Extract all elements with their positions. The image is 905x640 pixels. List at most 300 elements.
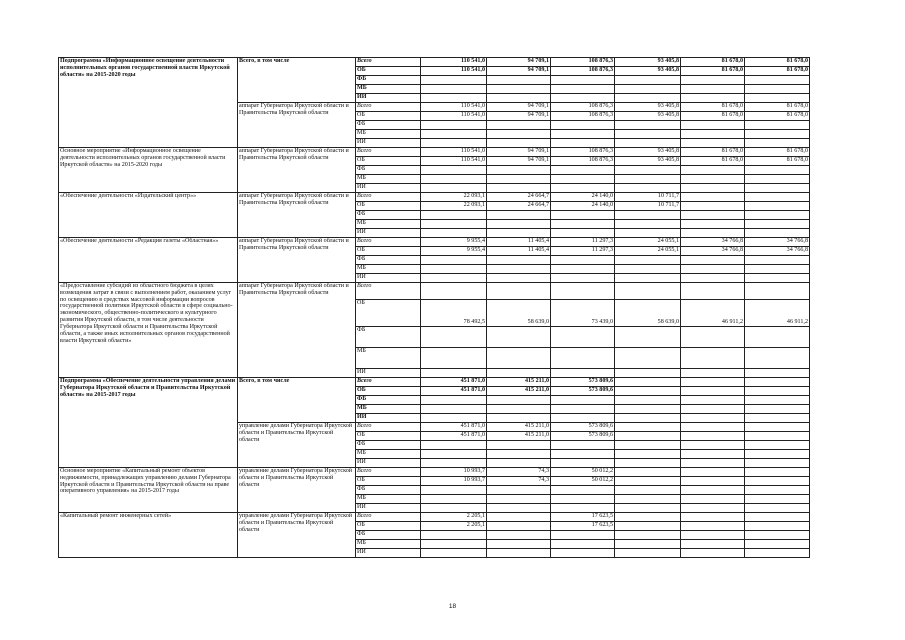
funding-source-cell: Всего [356,103,421,112]
value-cell [745,414,810,423]
value-cell: 110 541,0 [421,67,487,76]
value-cell: 573 809,6 [551,432,615,441]
value-cell [551,166,615,175]
funding-source-cell: МБ [356,85,421,94]
value-cell [421,441,487,450]
value-cell: 81 678,0 [745,67,810,76]
value-cell [487,522,551,531]
value-cell: 11 297,3 [551,238,615,247]
value-cell [745,531,810,540]
funding-source-cell: ОБ [356,202,421,211]
value-cell: 110 541,0 [421,157,487,166]
value-cell: 81 678,0 [681,112,745,121]
value-cell [421,265,487,274]
funding-source-cell: Всего [356,378,421,387]
value-cell: 81 678,0 [681,67,745,76]
value-cell: 415 211,0 [487,432,551,441]
value-cell [681,495,745,504]
value-cell [487,121,551,130]
value-cell [551,229,615,238]
value-cell [487,450,551,459]
value-cell [551,121,615,130]
value-cell [745,369,810,378]
value-cell [681,220,745,229]
value-cell [681,405,745,414]
value-cell [615,283,681,300]
value-cell [745,504,810,513]
value-cell [421,549,487,558]
funding-source-cell: ОБ [356,300,421,327]
value-cell [551,327,615,348]
funding-source-cell: ИИ [356,139,421,148]
value-cell: 24 140,0 [551,202,615,211]
value-cell: 46 911,2 [681,300,745,327]
value-cell [745,139,810,148]
value-cell [421,531,487,540]
value-cell: 74,3 [487,468,551,477]
value-cell: 110 541,0 [421,148,487,157]
value-cell [615,387,681,396]
value-cell [681,283,745,300]
value-cell: 573 809,6 [551,378,615,387]
value-cell [745,387,810,396]
value-cell: 11 297,3 [551,247,615,256]
funding-source-cell: ОБ [356,247,421,256]
value-cell [681,540,745,549]
value-cell [551,283,615,300]
value-cell [745,450,810,459]
funding-source-cell: ОБ [356,387,421,396]
value-cell [487,486,551,495]
value-cell: 94 709,1 [487,157,551,166]
value-cell [615,229,681,238]
value-cell [615,441,681,450]
value-cell: 34 766,8 [681,238,745,247]
value-cell [615,184,681,193]
funding-source-cell: ОБ [356,67,421,76]
value-cell: 11 405,4 [487,247,551,256]
value-cell [421,414,487,423]
value-cell [681,459,745,468]
value-cell [745,405,810,414]
table-row [59,378,810,387]
value-cell [745,85,810,94]
value-cell [421,405,487,414]
value-cell [745,256,810,265]
value-cell [615,211,681,220]
value-cell [487,229,551,238]
value-cell [681,504,745,513]
value-cell [551,405,615,414]
value-cell [487,211,551,220]
value-cell [551,414,615,423]
value-cell [487,283,551,300]
value-cell [421,396,487,405]
value-cell [615,495,681,504]
value-cell [745,477,810,486]
value-cell: 108 876,3 [551,58,615,67]
value-cell: 81 678,0 [745,157,810,166]
value-cell: 74,3 [487,477,551,486]
value-cell: 81 678,0 [681,148,745,157]
value-cell [421,166,487,175]
value-cell [615,405,681,414]
table-row [59,238,810,247]
value-cell: 10 993,7 [421,468,487,477]
value-cell: 451 871,0 [421,387,487,396]
value-cell [681,486,745,495]
budget-table [58,57,810,558]
value-cell [487,405,551,414]
value-cell [745,274,810,283]
value-cell: 34 766,8 [681,247,745,256]
value-cell [615,414,681,423]
value-cell [681,256,745,265]
funding-source-cell: ОБ [356,477,421,486]
value-cell [487,85,551,94]
funding-source-cell: ИИ [356,549,421,558]
funding-source-cell: Всего [356,238,421,247]
responsible-cell: аппарат Губернатора Иркутской области и Правительства Иркутской области [238,193,356,238]
value-cell [615,369,681,378]
value-cell [487,513,551,522]
value-cell [551,369,615,378]
value-cell: 94 709,1 [487,58,551,67]
value-cell: 24 055,1 [615,247,681,256]
value-cell [615,450,681,459]
value-cell [745,486,810,495]
value-cell [551,531,615,540]
value-cell [615,459,681,468]
value-cell [551,396,615,405]
funding-source-cell: ИИ [356,94,421,103]
funding-source-cell: ФБ [356,121,421,130]
value-cell: 108 876,3 [551,148,615,157]
value-cell: 78 492,5 [421,300,487,327]
funding-source-cell: МБ [356,405,421,414]
value-cell: 81 678,0 [745,112,810,121]
value-cell [487,327,551,348]
value-cell: 2 205,1 [421,522,487,531]
value-cell [745,76,810,85]
value-cell: 73 439,0 [551,300,615,327]
value-cell [681,265,745,274]
value-cell: 81 678,0 [745,148,810,157]
value-cell [681,175,745,184]
value-cell [551,220,615,229]
value-cell [681,522,745,531]
value-cell: 24 664,7 [487,202,551,211]
value-cell: 415 211,0 [487,387,551,396]
value-cell: 58 639,0 [615,300,681,327]
value-cell [615,166,681,175]
funding-source-cell: МБ [356,348,421,369]
value-cell [681,85,745,94]
value-cell: 81 678,0 [745,103,810,112]
value-cell [487,348,551,369]
value-cell [681,387,745,396]
value-cell: 34 766,8 [745,238,810,247]
value-cell [421,175,487,184]
value-cell: 17 623,5 [551,513,615,522]
value-cell [615,76,681,85]
value-cell: 10 993,7 [421,477,487,486]
value-cell: 10 711,7 [615,193,681,202]
value-cell: 9 955,4 [421,247,487,256]
responsible-cell: Всего, в том числе [238,378,356,423]
funding-source-cell: ИИ [356,504,421,513]
value-cell [551,504,615,513]
value-cell [745,130,810,139]
value-cell [487,184,551,193]
value-cell [551,348,615,369]
value-cell [421,130,487,139]
value-cell [745,283,810,300]
value-cell [615,327,681,348]
value-cell: 17 623,5 [551,522,615,531]
value-cell [681,531,745,540]
value-cell: 2 205,1 [421,513,487,522]
value-cell [681,94,745,103]
funding-source-cell: ИИ [356,184,421,193]
value-cell: 93 405,8 [615,148,681,157]
value-cell [487,94,551,103]
value-cell: 94 709,1 [487,67,551,76]
value-cell [487,369,551,378]
value-cell [615,348,681,369]
value-cell [487,396,551,405]
funding-source-cell: МБ [356,175,421,184]
funding-source-cell: МБ [356,540,421,549]
value-cell: 93 405,8 [615,103,681,112]
funding-source-cell: ФБ [356,211,421,220]
value-cell [745,211,810,220]
value-cell [551,184,615,193]
value-cell [487,139,551,148]
funding-source-cell: ИИ [356,369,421,378]
value-cell [745,549,810,558]
value-cell: 81 678,0 [681,58,745,67]
value-cell [615,378,681,387]
funding-source-cell: ФБ [356,76,421,85]
responsible-cell: аппарат Губернатора Иркутской области и Правительства Иркутской области [238,148,356,193]
value-cell [615,423,681,432]
program-name-cell: Основное мероприятие «Информационное освещение деятельности исполнительных органов государственной власти Иркутской области» на 2015-2020 годы [59,148,238,193]
responsible-cell: Всего, в том числе [238,58,356,103]
value-cell [551,175,615,184]
value-cell [421,184,487,193]
value-cell [681,432,745,441]
value-cell [681,369,745,378]
value-cell [681,121,745,130]
value-cell [421,369,487,378]
value-cell [745,175,810,184]
value-cell [421,76,487,85]
value-cell [551,495,615,504]
responsible-cell: управление делами Губернатора Иркутской области и Правительства Иркутской области [238,423,356,468]
value-cell [421,348,487,369]
program-name-cell: «Предоставление субсидий из областного бюджета в целях возмещения затрат в связи с выполнением работ, оказанием услуг по освещению в средствах массовой информации вопросов государственной политики Иркутской области в сфере социально-экономического, общественно-политического и культурного развития Иркутской области, в том числе деятельности Губернатора Иркутской области и Правительства Иркутской области, а также иных исполнительных органов государственной власти Иркутской области» [59,283,238,378]
funding-source-cell: Всего [356,58,421,67]
value-cell [615,468,681,477]
value-cell [745,166,810,175]
value-cell [421,486,487,495]
value-cell [681,166,745,175]
funding-source-cell: ФБ [356,486,421,495]
value-cell [615,486,681,495]
funding-source-cell: ОБ [356,112,421,121]
responsible-cell: аппарат Губернатора Иркутской области и Правительства Иркутской области [238,283,356,378]
value-cell: 108 876,3 [551,112,615,121]
value-cell: 94 709,1 [487,148,551,157]
value-cell [745,540,810,549]
value-cell: 110 541,0 [421,112,487,121]
program-name-cell: «Капитальный ремонт инженерных сетей» [59,513,238,558]
value-cell [487,504,551,513]
responsible-cell: управление делами Губернатора Иркутской области и Правительства Иркутской области [238,513,356,558]
funding-source-cell: ОБ [356,522,421,531]
value-cell [551,540,615,549]
funding-source-cell: ИИ [356,229,421,238]
table-row [59,468,810,477]
table-body [59,58,810,558]
value-cell [487,76,551,85]
value-cell [681,130,745,139]
table-row [59,193,810,202]
funding-source-cell: ФБ [356,531,421,540]
funding-source-cell: ФБ [356,256,421,265]
value-cell [745,522,810,531]
value-cell: 451 871,0 [421,423,487,432]
funding-source-cell: ФБ [356,166,421,175]
value-cell [421,504,487,513]
value-cell: 573 809,6 [551,387,615,396]
value-cell: 24 664,7 [487,193,551,202]
value-cell [615,94,681,103]
value-cell: 94 709,1 [487,112,551,121]
value-cell [745,459,810,468]
value-cell [551,130,615,139]
value-cell: 108 876,3 [551,103,615,112]
value-cell: 415 211,0 [487,378,551,387]
value-cell: 573 809,6 [551,423,615,432]
value-cell [421,283,487,300]
value-cell [487,549,551,558]
value-cell [681,513,745,522]
value-cell [745,220,810,229]
value-cell [551,265,615,274]
funding-source-cell: ФБ [356,441,421,450]
value-cell [615,265,681,274]
program-name-cell: Подпрограмма «Обеспечение деятельности управления делами Губернатора Иркутской области и Правительства Иркутской области» на 2015-2017 годы [59,378,238,468]
value-cell: 108 876,3 [551,157,615,166]
value-cell [681,378,745,387]
program-name-cell: «Обеспечение деятельности «Редакция газеты «Областная»» [59,238,238,283]
value-cell [615,220,681,229]
funding-source-cell: ИИ [356,459,421,468]
value-cell: 24 140,0 [551,193,615,202]
value-cell: 9 955,4 [421,238,487,247]
value-cell [615,175,681,184]
value-cell [615,139,681,148]
table-row [59,283,810,300]
value-cell [745,327,810,348]
value-cell: 415 211,0 [487,423,551,432]
value-cell: 93 405,8 [615,58,681,67]
value-cell: 10 711,7 [615,202,681,211]
value-cell [615,504,681,513]
value-cell: 108 876,3 [551,67,615,76]
value-cell [421,495,487,504]
value-cell [421,540,487,549]
value-cell: 58 639,0 [487,300,551,327]
value-cell [421,85,487,94]
value-cell [615,549,681,558]
value-cell [615,522,681,531]
value-cell: 110 541,0 [421,58,487,67]
value-cell: 93 405,8 [615,67,681,76]
value-cell [745,468,810,477]
value-cell [745,348,810,369]
value-cell [421,459,487,468]
value-cell [551,486,615,495]
value-cell [421,327,487,348]
value-cell [615,396,681,405]
value-cell [745,423,810,432]
program-name-cell: Основное мероприятие «Капитальный ремонт объектов недвижимости, принадлежащих управлению делами Губернатора Иркутской области и Правительства Иркутской области на праве оперативного управления» на 2015-2017 годы [59,468,238,513]
value-cell [745,229,810,238]
value-cell [681,450,745,459]
value-cell [421,229,487,238]
value-cell [487,495,551,504]
value-cell [745,441,810,450]
value-cell [681,211,745,220]
value-cell: 34 766,8 [745,247,810,256]
value-cell [615,432,681,441]
value-cell [615,531,681,540]
value-cell [615,540,681,549]
value-cell [745,202,810,211]
value-cell [487,441,551,450]
value-cell [745,432,810,441]
value-cell [615,121,681,130]
value-cell: 50 012,2 [551,477,615,486]
responsible-cell: аппарат Губернатора Иркутской области и Правительства Иркутской области [238,103,356,148]
funding-source-cell: Всего [356,423,421,432]
value-cell [487,531,551,540]
value-cell [551,450,615,459]
value-cell [681,274,745,283]
value-cell [615,274,681,283]
value-cell: 46 911,2 [745,300,810,327]
responsible-cell: аппарат Губернатора Иркутской области и Правительства Иркутской области [238,238,356,283]
value-cell [745,396,810,405]
value-cell [615,477,681,486]
value-cell [681,202,745,211]
funding-source-cell: МБ [356,130,421,139]
value-cell [745,513,810,522]
program-name-cell: «Обеспечение деятельности «Издательский центр»» [59,193,238,238]
value-cell: 110 541,0 [421,103,487,112]
value-cell [421,274,487,283]
value-cell [551,274,615,283]
value-cell [615,85,681,94]
value-cell [681,327,745,348]
value-cell [615,513,681,522]
funding-source-cell: Всего [356,148,421,157]
value-cell [681,184,745,193]
value-cell: 24 055,1 [615,238,681,247]
